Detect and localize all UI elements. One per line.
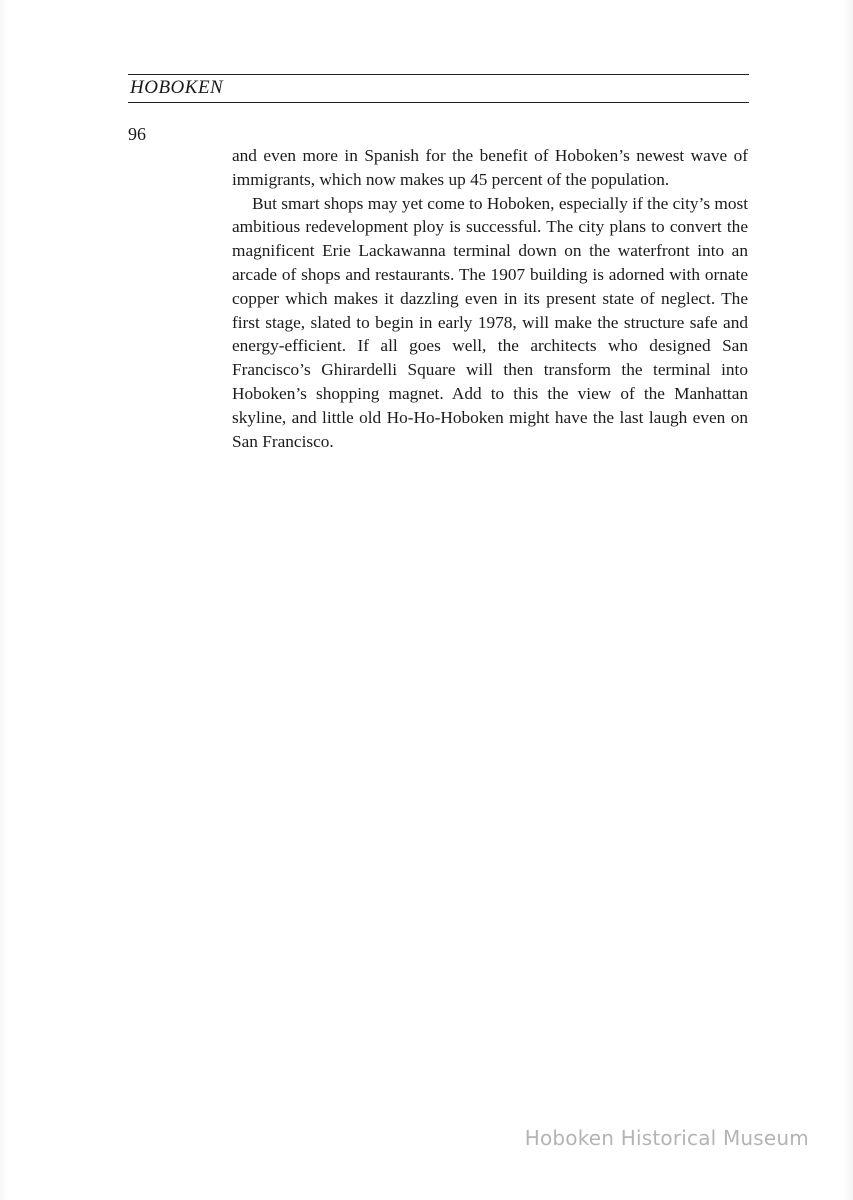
museum-watermark: Hoboken Historical Museum [524, 1126, 809, 1150]
paragraph: But smart shops may yet come to Hoboken, especially if the city’s most ambitious redevelopment ploy is successful. The city plans to convert the magnificent Erie Lackawanna terminal down on the waterfront into an arcade of shops and restaurants. The 1907 building is adorned with ornate copper which makes it dazzling even in its present state of neglect. The first stage, slated to begin in early 1978, will make the structure safe and energy-efficient. If all goes well, the architects who designed San Francisco’s Ghirardelli Square will then transform the terminal into Hoboken’s shopping magnet. Add to this the view of the Manhattan skyline, and little old Ho-Ho-Hoboken might have the last laugh even on San Francisco. [232, 193, 748, 451]
page-number: 96 [128, 124, 146, 144]
paragraph-continued: and even more in Spanish for the benefit of Hoboken’s newest wave of immigrants, which now makes up 45 percent of the population. [232, 146, 748, 189]
running-head: HOBOKEN [130, 77, 224, 98]
header-rule-bottom [128, 102, 749, 103]
header-rule-top [128, 74, 749, 75]
body-text [232, 144, 748, 453]
